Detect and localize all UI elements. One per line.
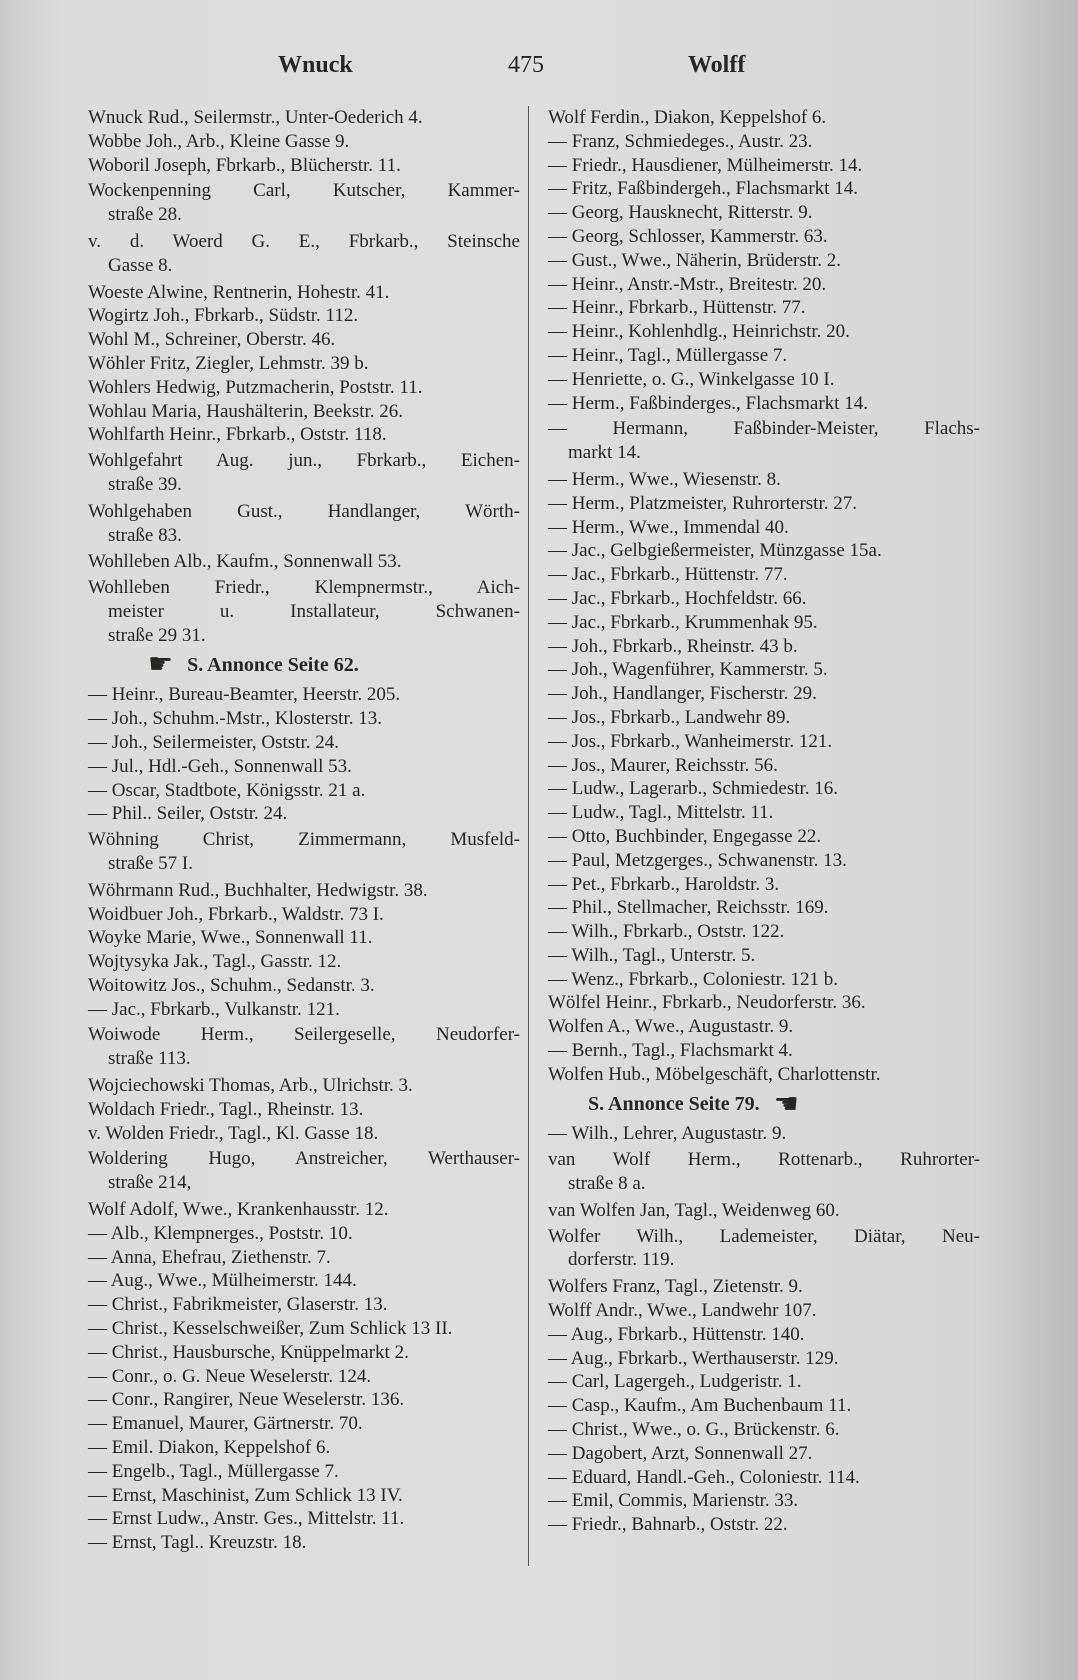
directory-entry (548, 825, 980, 849)
entry-line: Woldering Hugo, Anstreicher, Werthauser- (88, 1148, 520, 1170)
directory-entry (548, 730, 980, 754)
entry-line: — Eduard, Handl.-Geh., Coloniestr. 114. (548, 1466, 860, 1488)
directory-entry (548, 706, 980, 730)
entry-line: Wohlfarth Heinr., Fbrkarb., Oststr. 118. (88, 424, 387, 446)
entry-line: — Dagobert, Arzt, Sonnenwall 27. (548, 1442, 813, 1464)
directory-entry (548, 1063, 980, 1087)
directory-entry (88, 449, 520, 497)
directory-entry (548, 682, 980, 706)
entry-line: v. Wolden Friedr., Tagl., Kl. Gasse 18. (88, 1122, 379, 1144)
entry-line: — Herm., Wwe., Immendal 40. (548, 516, 789, 538)
entry-line: Woidbuer Joh., Fbrkarb., Waldstr. 73 I. (88, 903, 384, 925)
directory-entry (548, 1225, 980, 1273)
entry-line: Wolf Ferdin., Diakon, Keppelshof 6. (548, 107, 827, 128)
directory-entry (88, 500, 520, 548)
annonce-text: S. Annonce Seite 62. (187, 653, 359, 676)
page-number: 475 (508, 52, 544, 78)
directory-entry (548, 1275, 980, 1299)
entry-line: van Wolfen Jan, Tagl., Weidenweg 60. (548, 1199, 840, 1221)
entry-line: Wölfel Heinr., Fbrkarb., Neudorferstr. 36. (548, 992, 866, 1014)
pointing-hand-icon: ☚ (773, 1088, 799, 1120)
directory-entry (548, 1370, 980, 1394)
directory-entry (548, 587, 980, 611)
directory-entry (548, 801, 980, 825)
entry-line: — Joh., Schuhm.-Mstr., Klosterstr. 13. (88, 708, 382, 730)
directory-entry (548, 1347, 980, 1371)
entry-line: — Friedr., Hausdiener, Mülheimerstr. 14. (548, 154, 863, 176)
annonce-text: S. Annonce Seite 79. (588, 1092, 760, 1115)
directory-entry (88, 1293, 520, 1317)
entry-line: Wolf Adolf, Wwe., Krankenhausstr. 12. (88, 1199, 389, 1221)
directory-entry (88, 1531, 520, 1555)
entry-continuation-line: straße 29 31. (108, 624, 206, 646)
entry-line: Wohlgehaben Gust., Handlanger, Wörth- (88, 500, 520, 522)
directory-entry (88, 304, 520, 328)
entry-continuation-line: Gasse 8. (108, 254, 173, 276)
directory-entry (88, 974, 520, 998)
entry-line: — Conr., o. G. Neue Weselerstr. 124. (88, 1365, 372, 1387)
entry-line: Woboril Joseph, Fbrkarb., Blücherstr. 11. (88, 154, 401, 176)
directory-entry (548, 392, 980, 416)
directory-entry (548, 1323, 980, 1347)
entry-line: — Carl, Lagergeh., Ludgeristr. 1. (548, 1371, 802, 1393)
entry-line: — Joh., Seilermeister, Oststr. 24. (88, 731, 339, 753)
directory-entry (548, 920, 980, 944)
directory-entry (88, 230, 520, 278)
entry-line: — Aug., Wwe., Mülheimerstr. 144. (88, 1270, 357, 1292)
entry-line: — Christ., Fabrikmeister, Glaserstr. 13. (88, 1294, 388, 1316)
directory-entry (88, 1412, 520, 1436)
directory-entry (88, 731, 520, 755)
directory-entry (88, 903, 520, 927)
directory-entry (88, 1317, 520, 1341)
directory-entry (548, 368, 980, 392)
directory-entry (88, 1023, 520, 1071)
header-first-name: Wnuck (278, 52, 353, 78)
entry-line: — Georg, Schlosser, Kammerstr. 63. (548, 225, 828, 247)
directory-entry (88, 1122, 520, 1146)
entry-line: Wolfen Hub., Möbelgeschäft, Charlottenstr. (548, 1063, 881, 1085)
running-header (0, 52, 1078, 92)
entry-line: — Alb., Klempnerges., Poststr. 10. (88, 1222, 353, 1244)
directory-entry (548, 539, 980, 563)
entry-line: — Jac., Fbrkarb., Hüttenstr. 77. (548, 564, 788, 586)
entry-line: — Wilh., Lehrer, Augustastr. 9. (548, 1123, 787, 1145)
entry-line: — Christ., Kesselschweißer, Zum Schlick 13 II. (88, 1318, 453, 1340)
directory-entry (88, 550, 520, 574)
entry-line: — Otto, Buchbinder, Engegasse 22. (548, 825, 822, 847)
entry-line: — Wilh., Fbrkarb., Oststr. 122. (548, 921, 785, 943)
directory-entry (88, 352, 520, 376)
entry-line: — Jac., Fbrkarb., Hochfeldstr. 66. (548, 587, 807, 609)
directory-entry (548, 658, 980, 682)
directory-entry (88, 1436, 520, 1460)
entry-line: — Conr., Rangirer, Neue Weselerstr. 136. (88, 1389, 405, 1411)
entry-line: — Jac., Fbrkarb., Krummenhak 95. (548, 611, 818, 633)
entry-continuation-line: straße 39. (108, 473, 182, 495)
directory-entry (88, 779, 520, 803)
directory-entry (548, 944, 980, 968)
entry-line: — Ernst, Tagl.. Kreuzstr. 18. (88, 1532, 307, 1554)
directory-entry (548, 1489, 980, 1513)
directory-entry (548, 516, 980, 540)
directory-entry (88, 328, 520, 352)
entry-line: — Emil. Diakon, Keppelshof 6. (88, 1437, 331, 1459)
entry-line: — Christ., Hausbursche, Knüppelmarkt 2. (88, 1341, 409, 1363)
directory-entry (548, 273, 980, 297)
directory-entry (548, 201, 980, 225)
directory-entry (548, 417, 980, 465)
directory-entry (548, 1299, 980, 1323)
directory-entry (88, 423, 520, 447)
entry-line: Woiwode Herm., Seilergeselle, Neudorfer- (88, 1024, 520, 1046)
directory-entry (88, 802, 520, 826)
entry-line: — Henriette, o. G., Winkelgasse 10 I. (548, 368, 835, 390)
entry-continuation-line: straße 57 I. (108, 852, 193, 874)
entry-line: — Heinr., Kohlenhdlg., Heinrichstr. 20. (548, 321, 850, 343)
entry-line: Wohlau Maria, Haushälterin, Beekstr. 26. (88, 400, 404, 422)
directory-entry (88, 1198, 520, 1222)
entry-line: — Herm., Platzmeister, Ruhrorterstr. 27. (548, 492, 857, 514)
entry-line: — Engelb., Tagl., Müllergasse 7. (88, 1460, 339, 1482)
directory-entry (548, 1148, 980, 1196)
directory-entry (548, 563, 980, 587)
right-column (548, 106, 980, 1537)
entry-line: — Jul., Hdl.-Geh., Sonnenwall 53. (88, 755, 352, 777)
entry-line: Wolff Andr., Wwe., Landwehr 107. (548, 1300, 817, 1322)
directory-entry (88, 154, 520, 178)
entry-line: — Jac., Gelbgießermeister, Münzgasse 15a. (548, 540, 882, 562)
entry-line: — Ludw., Tagl., Mittelstr. 11. (548, 802, 774, 824)
left-column (88, 106, 520, 1555)
entry-line: — Paul, Metzgerges., Schwanenstr. 13. (548, 849, 847, 871)
directory-entry (88, 1460, 520, 1484)
directory-entry (548, 896, 980, 920)
directory-entry (548, 344, 980, 368)
entry-line: Wohlers Hedwig, Putzmacherin, Poststr. 11. (88, 376, 423, 398)
entry-continuation-line: straße 8 a. (568, 1173, 646, 1195)
entry-line: — Heinr., Bureau-Beamter, Heerstr. 205. (88, 684, 401, 706)
directory-entry (88, 1365, 520, 1389)
directory-entry (88, 106, 520, 130)
entry-line: Wohlgefahrt Aug. jun., Fbrkarb., Eichen- (88, 450, 520, 472)
directory-entry (548, 154, 980, 178)
entry-line: — Joh., Fbrkarb., Rheinstr. 43 b. (548, 635, 798, 657)
directory-entry (88, 400, 520, 424)
directory-entry (88, 828, 520, 876)
entry-line: Wnuck Rud., Seilermstr., Unter-Oederich 4. (88, 107, 423, 128)
directory-entry (548, 249, 980, 273)
directory-entry (548, 1199, 980, 1223)
directory-entry (548, 1122, 980, 1146)
directory-entry (548, 177, 980, 201)
entry-line: v. d. Woerd G. E., Fbrkarb., Steinsche (88, 230, 520, 252)
directory-entry (548, 225, 980, 249)
entry-continuation-line: meister u. Installateur, Schwanen- (108, 600, 520, 622)
directory-entry (88, 1222, 520, 1246)
entry-line: Wohl M., Schreiner, Oberstr. 46. (88, 329, 336, 351)
entry-line: — Pet., Fbrkarb., Haroldstr. 3. (548, 873, 780, 895)
entry-line: — Wilh., Tagl., Unterstr. 5. (548, 944, 756, 966)
entry-line: Wobbe Joh., Arb., Kleine Gasse 9. (88, 130, 350, 152)
entry-line: — Bernh., Tagl., Flachsmarkt 4. (548, 1040, 793, 1062)
entry-line: — Hermann, Faßbinder-Meister, Flachs- (548, 418, 980, 440)
entry-line: Wolfer Wilh., Lademeister, Diätar, Neu- (548, 1225, 980, 1247)
entry-line: — Fritz, Faßbindergeh., Flachsmarkt 14. (548, 178, 858, 200)
entry-line: Wohlleben Friedr., Klempnermstr., Aich- (88, 577, 520, 599)
entry-line: Wojciechowski Thomas, Arb., Ulrichstr. 3. (88, 1075, 413, 1097)
directory-entry (88, 1341, 520, 1365)
header-last-name: Wolff (688, 52, 746, 78)
directory-entry (88, 281, 520, 305)
directory-entry (88, 998, 520, 1022)
directory-entry (548, 754, 980, 778)
directory-entry (548, 106, 980, 130)
entry-line: Wockenpenning Carl, Kutscher, Kammer- (88, 180, 520, 202)
directory-entry (548, 296, 980, 320)
entry-line: Wolfers Franz, Tagl., Zietenstr. 9. (548, 1276, 803, 1298)
directory-entry (548, 1466, 980, 1490)
entry-line: — Jos., Maurer, Reichsstr. 56. (548, 754, 778, 776)
entry-line: — Heinr., Anstr.-Mstr., Breitestr. 20. (548, 273, 827, 295)
directory-entry (548, 849, 980, 873)
entry-line: — Herm., Wwe., Wiesenstr. 8. (548, 468, 781, 490)
entry-line: — Phil.. Seiler, Oststr. 24. (88, 803, 288, 825)
entry-line: — Franz, Schmiedeges., Austr. 23. (548, 130, 813, 152)
entry-line: — Heinr., Tagl., Müllergasse 7. (548, 344, 788, 366)
entry-continuation-line: dorferstr. 119. (568, 1249, 675, 1271)
entry-line: Woyke Marie, Wwe., Sonnenwall 11. (88, 927, 373, 949)
entry-line: Wöhrmann Rud., Buchhalter, Hedwigstr. 38. (88, 879, 428, 901)
directory-entry (88, 1269, 520, 1293)
entry-line: — Friedr., Bahnarb., Oststr. 22. (548, 1514, 788, 1536)
directory-entry (88, 950, 520, 974)
directory-entry (548, 320, 980, 344)
annonce-reference (548, 1088, 980, 1120)
directory-entry (88, 179, 520, 227)
entry-line: Woitowitz Jos., Schuhm., Sedanstr. 3. (88, 974, 375, 996)
directory-entry (88, 1507, 520, 1531)
entry-line: Wöhning Christ, Zimmermann, Musfeld- (88, 829, 520, 851)
directory-entry (88, 1388, 520, 1412)
directory-entry (88, 755, 520, 779)
directory-entry (88, 879, 520, 903)
entry-line: Woeste Alwine, Rentnerin, Hohestr. 41. (88, 281, 390, 303)
directory-entry (88, 576, 520, 647)
entry-continuation-line: straße 28. (108, 204, 182, 226)
entry-line: — Emil, Commis, Marienstr. 33. (548, 1490, 799, 1512)
entry-line: Woldach Friedr., Tagl., Rheinstr. 13. (88, 1098, 364, 1120)
entry-line: — Wenz., Fbrkarb., Coloniestr. 121 b. (548, 968, 838, 990)
entry-line: — Aug., Fbrkarb., Hüttenstr. 140. (548, 1323, 805, 1345)
directory-entry (548, 468, 980, 492)
entry-line: — Herm., Faßbinderges., Flachsmarkt 14. (548, 392, 868, 414)
entry-line: Wojtysyka Jak., Tagl., Gasstr. 12. (88, 951, 342, 973)
entry-line: — Jos., Fbrkarb., Wanheimerstr. 121. (548, 730, 833, 752)
entry-line: — Ludw., Lagerarb., Schmiedestr. 16. (548, 778, 839, 800)
entry-line: — Phil., Stellmacher, Reichsstr. 169. (548, 897, 829, 919)
entry-line: — Oscar, Stadtbote, Königsstr. 21 a. (88, 779, 366, 801)
annonce-reference (88, 649, 520, 681)
entry-line: — Jos., Fbrkarb., Landwehr 89. (548, 706, 791, 728)
entry-line: — Christ., Wwe., o. G., Brückenstr. 6. (548, 1419, 840, 1441)
entry-continuation-line: straße 113. (108, 1048, 191, 1070)
directory-entry (548, 991, 980, 1015)
entry-continuation-line: straße 83. (108, 524, 182, 546)
directory-entry (88, 376, 520, 400)
directory-entry (548, 130, 980, 154)
directory-entry (88, 926, 520, 950)
column-divider (528, 106, 529, 1566)
entry-line: — Aug., Fbrkarb., Werthauserstr. 129. (548, 1347, 839, 1369)
directory-entry (88, 683, 520, 707)
entry-line: — Joh., Wagenführer, Kammerstr. 5. (548, 659, 828, 681)
directory-entry (548, 873, 980, 897)
entry-line: — Ernst, Maschinist, Zum Schlick 13 IV. (88, 1484, 403, 1506)
entry-line: — Jac., Fbrkarb., Vulkanstr. 121. (88, 998, 340, 1020)
entry-continuation-line: markt 14. (568, 442, 641, 464)
entry-line: — Ernst Ludw., Anstr. Ges., Mittelstr. 11. (88, 1508, 405, 1530)
directory-entry (88, 707, 520, 731)
directory-entry (548, 1015, 980, 1039)
entry-line: — Casp., Kaufm., Am Buchenbaum 11. (548, 1395, 852, 1417)
directory-entry (548, 635, 980, 659)
directory-entry (548, 968, 980, 992)
entry-line: — Joh., Handlanger, Fischerstr. 29. (548, 683, 817, 705)
entry-line: Wogirtz Joh., Fbrkarb., Südstr. 112. (88, 305, 359, 327)
directory-entry (548, 611, 980, 635)
entry-line: Wolfen A., Wwe., Augustastr. 9. (548, 1016, 794, 1038)
entry-line: — Georg, Hausknecht, Ritterstr. 9. (548, 202, 813, 224)
directory-entry (548, 1513, 980, 1537)
directory-entry (548, 1039, 980, 1063)
directory-entry (548, 1442, 980, 1466)
directory-entry (88, 130, 520, 154)
entry-line: — Heinr., Fbrkarb., Hüttenstr. 77. (548, 297, 806, 319)
directory-entry (88, 1147, 520, 1195)
entry-line: — Gust., Wwe., Näherin, Brüderstr. 2. (548, 249, 842, 271)
directory-entry (548, 1394, 980, 1418)
directory-entry (88, 1098, 520, 1122)
directory-entry (548, 777, 980, 801)
entry-line: — Emanuel, Maurer, Gärtnerstr. 70. (88, 1413, 363, 1435)
directory-entry (88, 1484, 520, 1508)
directory-entry (88, 1246, 520, 1270)
pointing-hand-icon: ☛ (148, 649, 174, 681)
entry-line: Wohlleben Alb., Kaufm., Sonnenwall 53. (88, 551, 402, 573)
entry-continuation-line: straße 214, (108, 1172, 192, 1194)
directory-entry (548, 492, 980, 516)
entry-line: van Wolf Herm., Rottenarb., Ruhrorter- (548, 1149, 980, 1171)
entry-line: Wöhler Fritz, Ziegler, Lehmstr. 39 b. (88, 352, 369, 374)
directory-entry (548, 1418, 980, 1442)
entry-line: — Anna, Ehefrau, Ziethenstr. 7. (88, 1246, 331, 1268)
directory-entry (88, 1074, 520, 1098)
